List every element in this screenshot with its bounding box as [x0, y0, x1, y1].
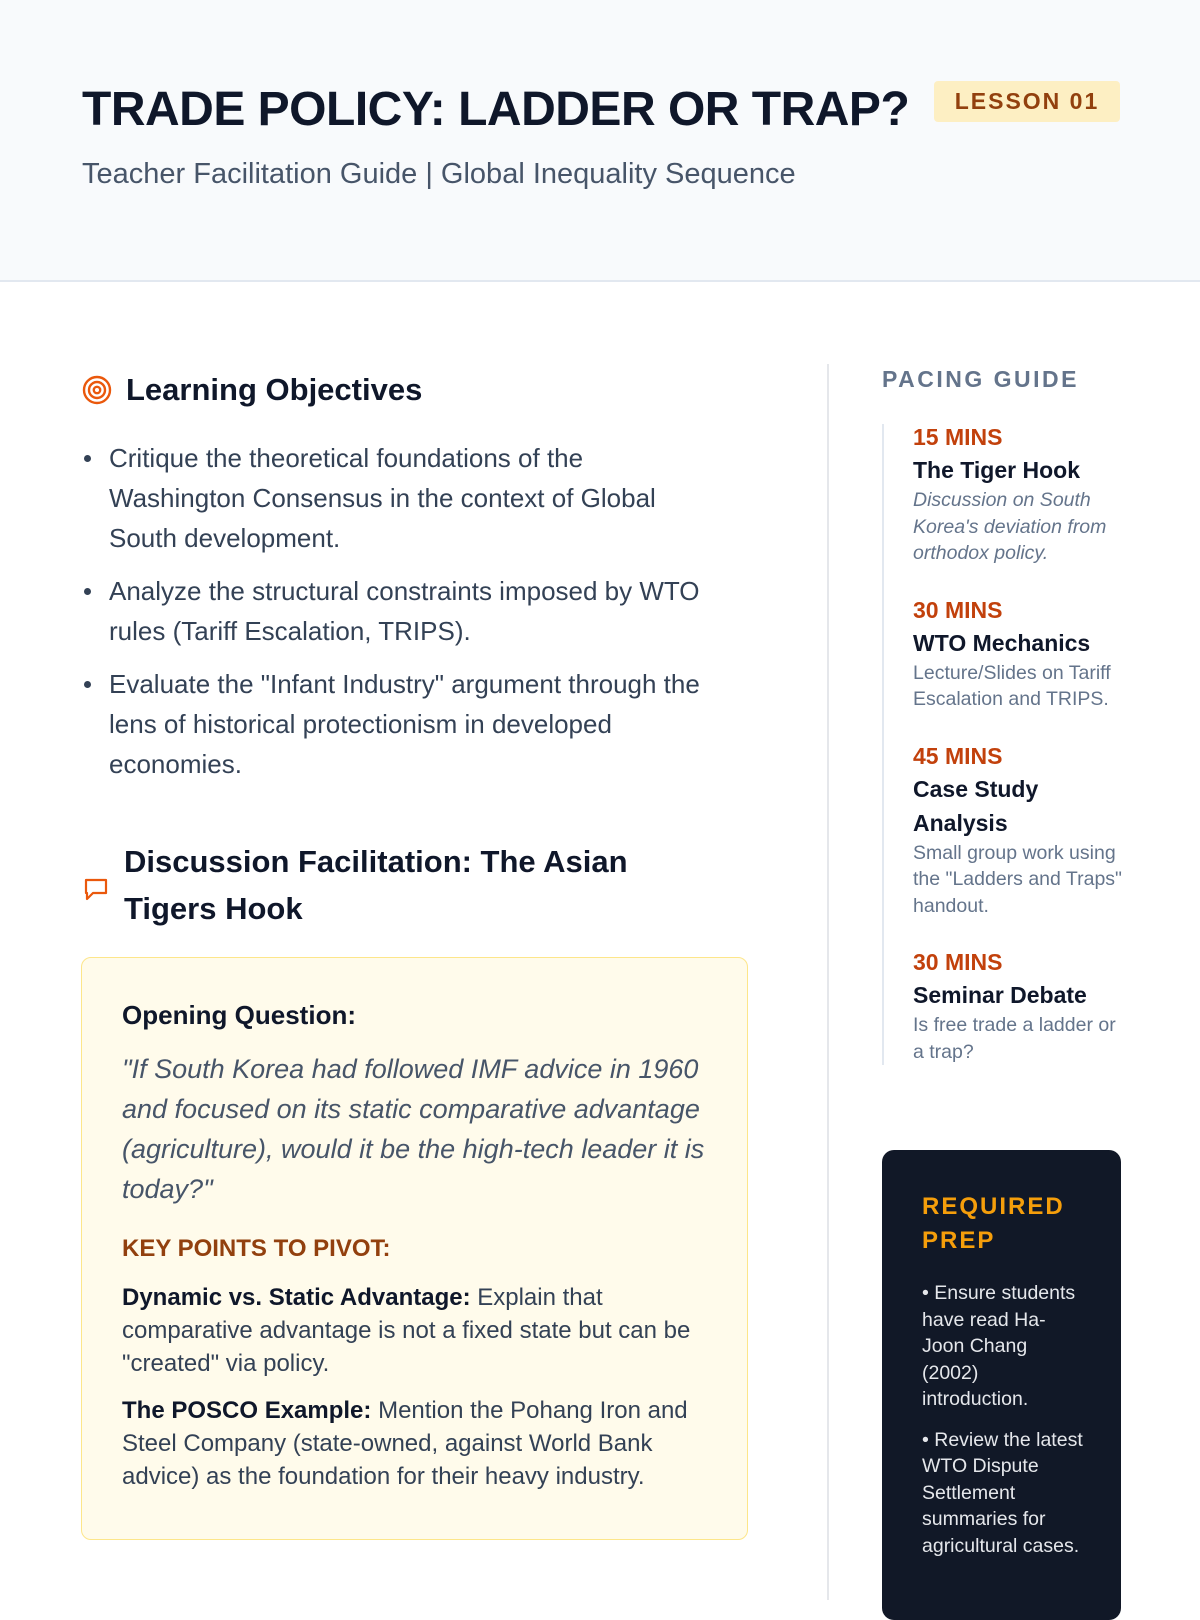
prep-item: • Ensure students have read Ha-Joon Chang (2002) introduction. [922, 1282, 1076, 1410]
pacing-desc: Is free trade a ladder or a trap? [913, 1014, 1116, 1063]
pacing-desc: Lecture/Slides on Tariff Escalation and TRIPS. [913, 661, 1111, 710]
page-subtitle: Teacher Facilitation Guide | Global Inequality Sequence [82, 158, 796, 190]
pacing-time: 15 MINS [913, 424, 1003, 450]
pacing-timeline [882, 424, 1122, 1065]
pacing-item [884, 594, 1122, 713]
list-item: Analyze the structural constraints imposed by WTO rules (Tariff Escalation, TRIPS). [82, 571, 722, 651]
lesson-badge: LESSON 01 [934, 81, 1120, 122]
pacing-name: The Tiger Hook [913, 457, 1080, 483]
discussion-title: Discussion Facilitation: The Asian Tigers Hook [124, 844, 628, 926]
discussion-heading [82, 838, 722, 932]
pacing-item [884, 946, 1122, 1065]
objectives-list [82, 438, 722, 797]
pacing-item [884, 740, 1122, 920]
pacing-desc: Discussion on South Korea's deviation from orthodox policy. [913, 489, 1107, 564]
required-prep-title: REQUIRED PREP [922, 1193, 1065, 1254]
required-prep-card [882, 1150, 1121, 1620]
pacing-desc: Small group work using the "Ladders and Traps" handout. [913, 841, 1122, 917]
key-point-text: Mention the Pohang Iron and Steel Company (state-owned, against World Bank advice) as the foundation for their heavy industry. [122, 1397, 688, 1490]
key-point-title: Dynamic vs. Static Advantage: [122, 1284, 471, 1311]
page-header [0, 0, 1200, 282]
list-item: Evaluate the "Infant Industry" argument through the lens of historical protectionism in developed economies. [82, 664, 722, 784]
pacing-time: 30 MINS [913, 596, 1003, 623]
opening-question-label: Opening Question: [122, 1000, 356, 1030]
opening-question-callout [81, 957, 748, 1540]
chat-bubble-icon [82, 875, 110, 903]
pacing-name: Case Study Analysis [913, 775, 1039, 836]
column-divider [827, 364, 829, 1600]
pacing-name: WTO Mechanics [913, 629, 1091, 656]
key-point [122, 1394, 707, 1493]
key-points-label: KEY POINTS TO PIVOT: [122, 1235, 391, 1262]
key-point-text: Explain that comparative advantage is not a fixed state but can be "created" via policy. [122, 1284, 691, 1377]
key-point [122, 1281, 707, 1380]
pacing-time: 30 MINS [913, 949, 1003, 975]
objectives-heading [82, 366, 422, 413]
target-icon [82, 375, 112, 405]
opening-question-quote: "If South Korea had followed IMF advice in 1960 and focused on its static comparative advantage (agriculture), would it be the high-tech leader it is today?" [122, 1054, 705, 1204]
page-title: TRADE POLICY: LADDER OR TRAP? [82, 83, 910, 136]
objectives-title: Learning Objectives [126, 372, 423, 407]
pacing-guide-title: PACING GUIDE [882, 366, 1079, 392]
prep-item: • Review the latest WTO Dispute Settlement summaries for agricultural cases. [922, 1428, 1083, 1557]
pacing-name: Seminar Debate [913, 982, 1087, 1008]
list-item: Critique the theoretical foundations of the Washington Consensus in the context of Global South development. [82, 438, 722, 558]
key-point-title: The POSCO Example: [122, 1397, 372, 1424]
pacing-item [884, 421, 1122, 567]
pacing-time: 45 MINS [913, 742, 1003, 769]
